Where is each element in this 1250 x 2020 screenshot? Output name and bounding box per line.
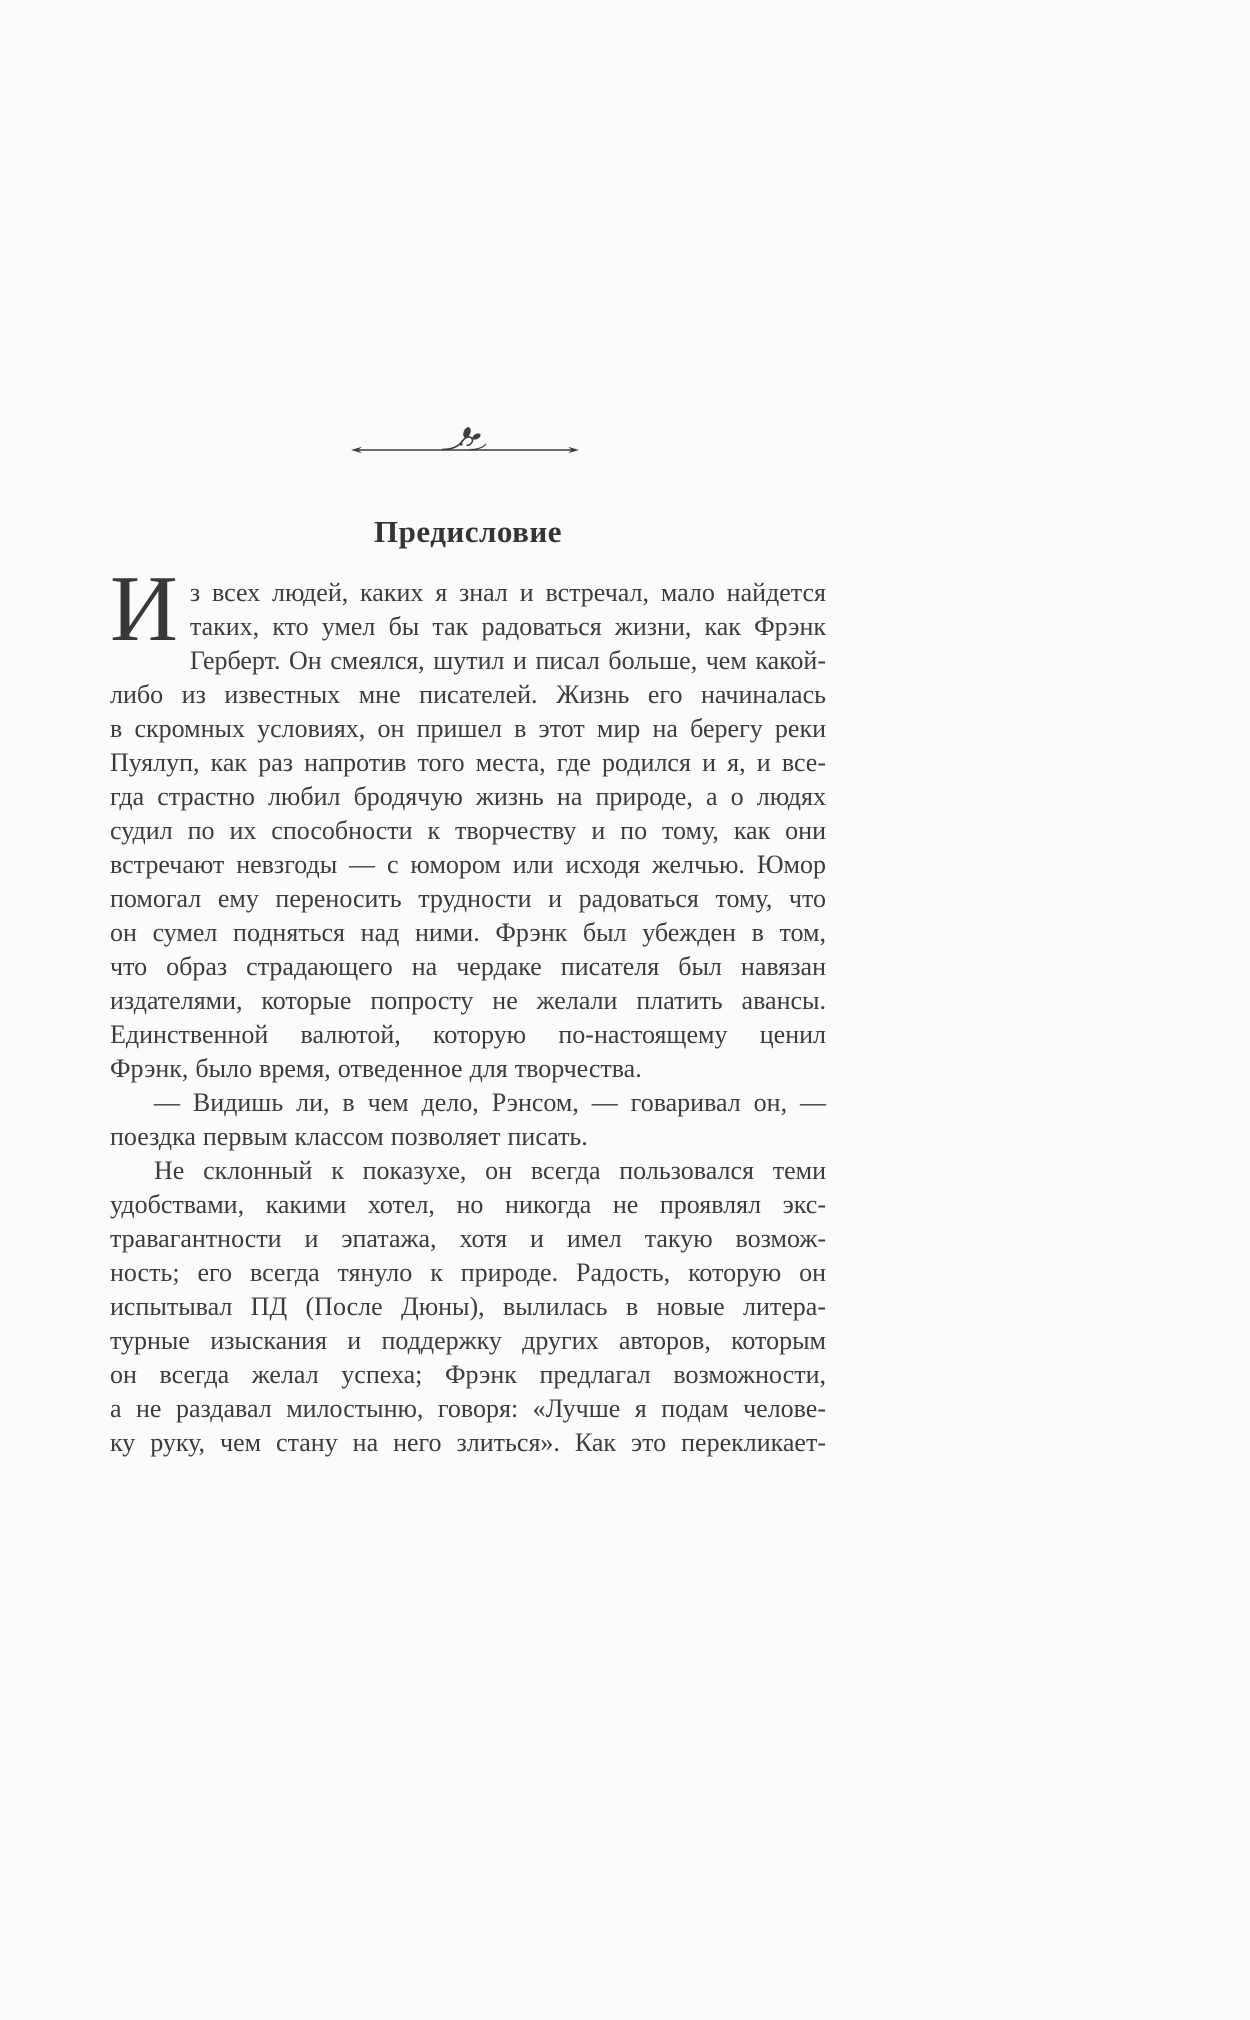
paragraph-2 xyxy=(110,1086,826,1154)
text-line: ку руку, чем стану на него злиться». Как это перекликает- xyxy=(110,1428,826,1457)
text-line: поездка первым классом позволяет писать. xyxy=(110,1122,588,1151)
text-line: Не склонный к показухе, он всегда пользовался теми xyxy=(154,1156,826,1185)
text-line: турные изыскания и поддержку других авторов, которым xyxy=(110,1326,826,1355)
text-line: Фрэнк, было время, отведенное для творчества. xyxy=(110,1054,642,1083)
text-line: он всегда желал успеха; Фрэнк предлагал возможности, xyxy=(110,1360,826,1389)
text-line: он сумел подняться над ними. Фрэнк был убежден в том, xyxy=(110,918,826,947)
text-line: а не раздавал милостыню, говоря: «Лучше я подам челове- xyxy=(110,1394,826,1423)
text-line: Единственной валютой, которую по-настоящему ценил xyxy=(110,1020,826,1049)
text-line: помогал ему переносить трудности и радоваться тому, что xyxy=(110,884,826,913)
drop-cap: И xyxy=(110,557,178,661)
text-line: испытывал ПД (После Дюны), вылилась в новые литера- xyxy=(110,1292,826,1321)
text-line: либо из известных мне писателей. Жизнь его начиналась xyxy=(110,680,826,709)
paragraph-1 xyxy=(110,557,826,1086)
text-line: удобствами, какими хотел, но никогда не проявлял экс- xyxy=(110,1190,826,1219)
text-column xyxy=(110,512,826,1460)
text-line: Герберт. Он смеялся, шутил и писал больше, чем какой- xyxy=(189,646,826,675)
text-line: в скромных условиях, он пришел в этот мир на берегу реки xyxy=(110,714,826,743)
text-line: судил по их способности к творчеству и по тому, как они xyxy=(110,816,826,845)
text-line: встречают невзгоды — с юмором или исходя желчью. Юмор xyxy=(110,850,826,879)
text-line: издателями, которые попросту не желали платить авансы. xyxy=(110,986,826,1015)
text-line: — Видишь ли, в чем дело, Рэнсом, — говаривал он, — xyxy=(154,1088,826,1117)
text-line: что образ страдающего на чердаке писателя был навязан xyxy=(110,952,826,981)
text-line: гда страстно любил бродячую жизнь на природе, а о людях xyxy=(110,782,826,811)
chapter-title: Предисловие xyxy=(374,514,562,549)
text-line: таких, кто умел бы так радоваться жизни, как Фрэнк xyxy=(189,612,826,641)
paragraph-3 xyxy=(110,1154,826,1460)
section-divider-ornament-icon xyxy=(350,424,580,460)
text-line: травагантности и эпатажа, хотя и имел такую возмож- xyxy=(110,1224,826,1253)
text-line: ность; его всегда тянуло к природе. Радость, которую он xyxy=(110,1258,826,1287)
text-line: з всех людей, каких я знал и встречал, мало найдется xyxy=(189,578,826,607)
text-line: Пуялуп, как раз напротив того места, где родился и я, и все- xyxy=(110,748,826,777)
